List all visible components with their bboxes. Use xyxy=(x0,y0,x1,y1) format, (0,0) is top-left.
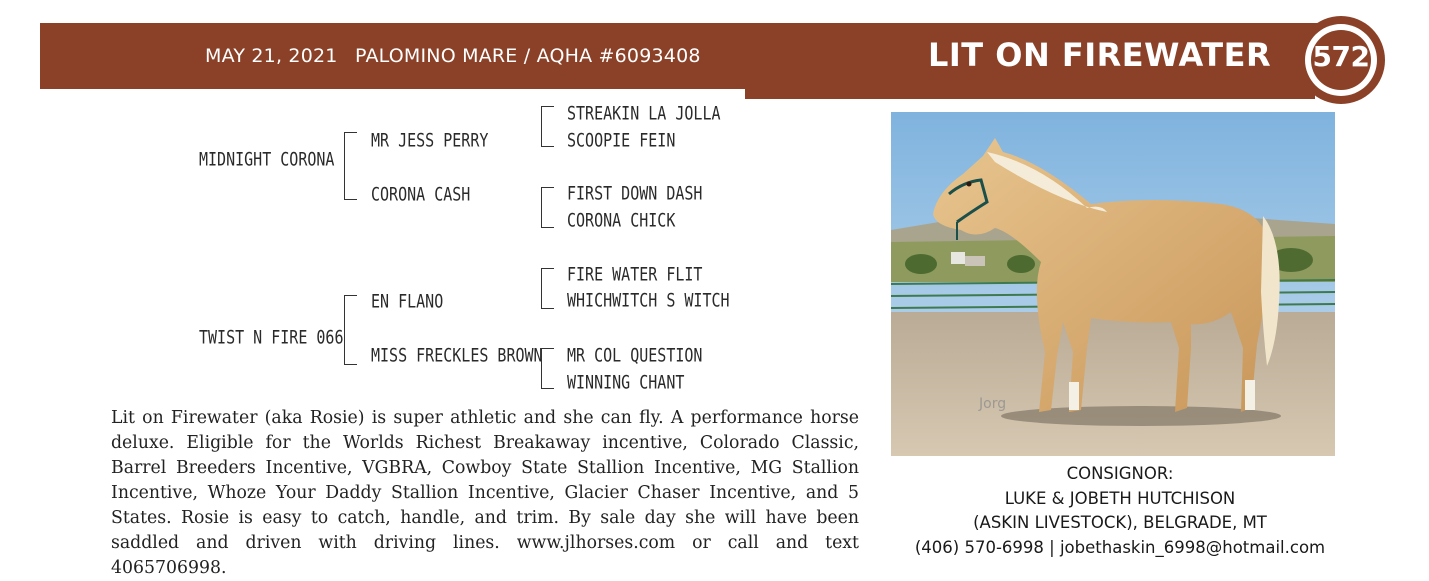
pedigree-bracket xyxy=(541,348,554,389)
pedigree-dam-sire-dam: WHICHWITCH S WITCH xyxy=(567,288,730,312)
consignor-names: LUKE & JOBETH HUTCHISON xyxy=(1004,488,1236,508)
horse-description: PALOMINO MARE / AQHA #6093408 xyxy=(355,45,701,67)
pedigree-sire-dam-dam: CORONA CHICK xyxy=(567,208,676,232)
consignor-label: CONSIGNOR: xyxy=(1066,464,1174,483)
pedigree-dam-dam-dam: WINNING CHANT xyxy=(567,370,685,394)
pedigree-bracket xyxy=(541,268,554,309)
pedigree-sire-dam: CORONA CASH xyxy=(371,182,471,206)
pedigree-dam-dam: MISS FRECKLES BROWN xyxy=(371,343,543,367)
pedigree-bracket xyxy=(541,187,554,228)
consignor-ranch: (ASKIN LIVESTOCK), BELGRADE, MT xyxy=(973,513,1267,532)
horse-name: LIT ON FIREWATER xyxy=(928,36,1272,74)
pedigree-bracket xyxy=(344,132,357,200)
horse-photo xyxy=(891,112,1335,456)
consignor-block xyxy=(900,462,1340,560)
horse-description-text: Lit on Firewater (aka Rosie) is super athletic and she can fly. A performance horse deluxe. Eligible for the Worlds Richest Breakaway incentive, Colorado Classic, Barrel Breeders Incentive, VGBRA, Cowboy State Stallion Incentive, MG Stallion Incentive, Whoze Your Daddy Stallion Incentive, Glacier Chaser Incentive, and 5 States. Rosie is easy to catch, handle, and trim. By sale day she will have been saddled and driven with driving lines. www.jlhorses.com or call and text 4065706998. xyxy=(111,408,859,578)
sale-date: MAY 21, 2021 xyxy=(205,45,338,67)
pedigree-dam: TWIST N FIRE 066 xyxy=(199,325,344,349)
pedigree-bracket xyxy=(541,106,554,147)
pedigree-sire-dam-sire: FIRST DOWN DASH xyxy=(567,181,703,205)
pedigree-dam-sire: EN FLANO xyxy=(371,289,444,313)
photo-watermark: Jorg xyxy=(979,396,1007,412)
header-banner-tab xyxy=(745,86,1315,99)
pedigree-sire-sire-dam: SCOOPIE FEIN xyxy=(567,128,676,152)
consignor-contact: (406) 570-6998 | jobethaskin_6998@hotmail.com xyxy=(914,537,1326,557)
pedigree-bracket xyxy=(344,295,357,365)
pedigree-dam-sire-sire: FIRE WATER FLIT xyxy=(567,262,703,286)
lot-number: 572 xyxy=(1312,40,1370,73)
pedigree-dam-dam-sire: MR COL QUESTION xyxy=(567,343,703,367)
pedigree-sire-sire: MR JESS PERRY xyxy=(371,128,489,152)
pedigree-sire: MIDNIGHT CORONA xyxy=(199,147,335,171)
pedigree-sire-sire-sire: STREAKIN LA JOLLA xyxy=(567,101,721,125)
